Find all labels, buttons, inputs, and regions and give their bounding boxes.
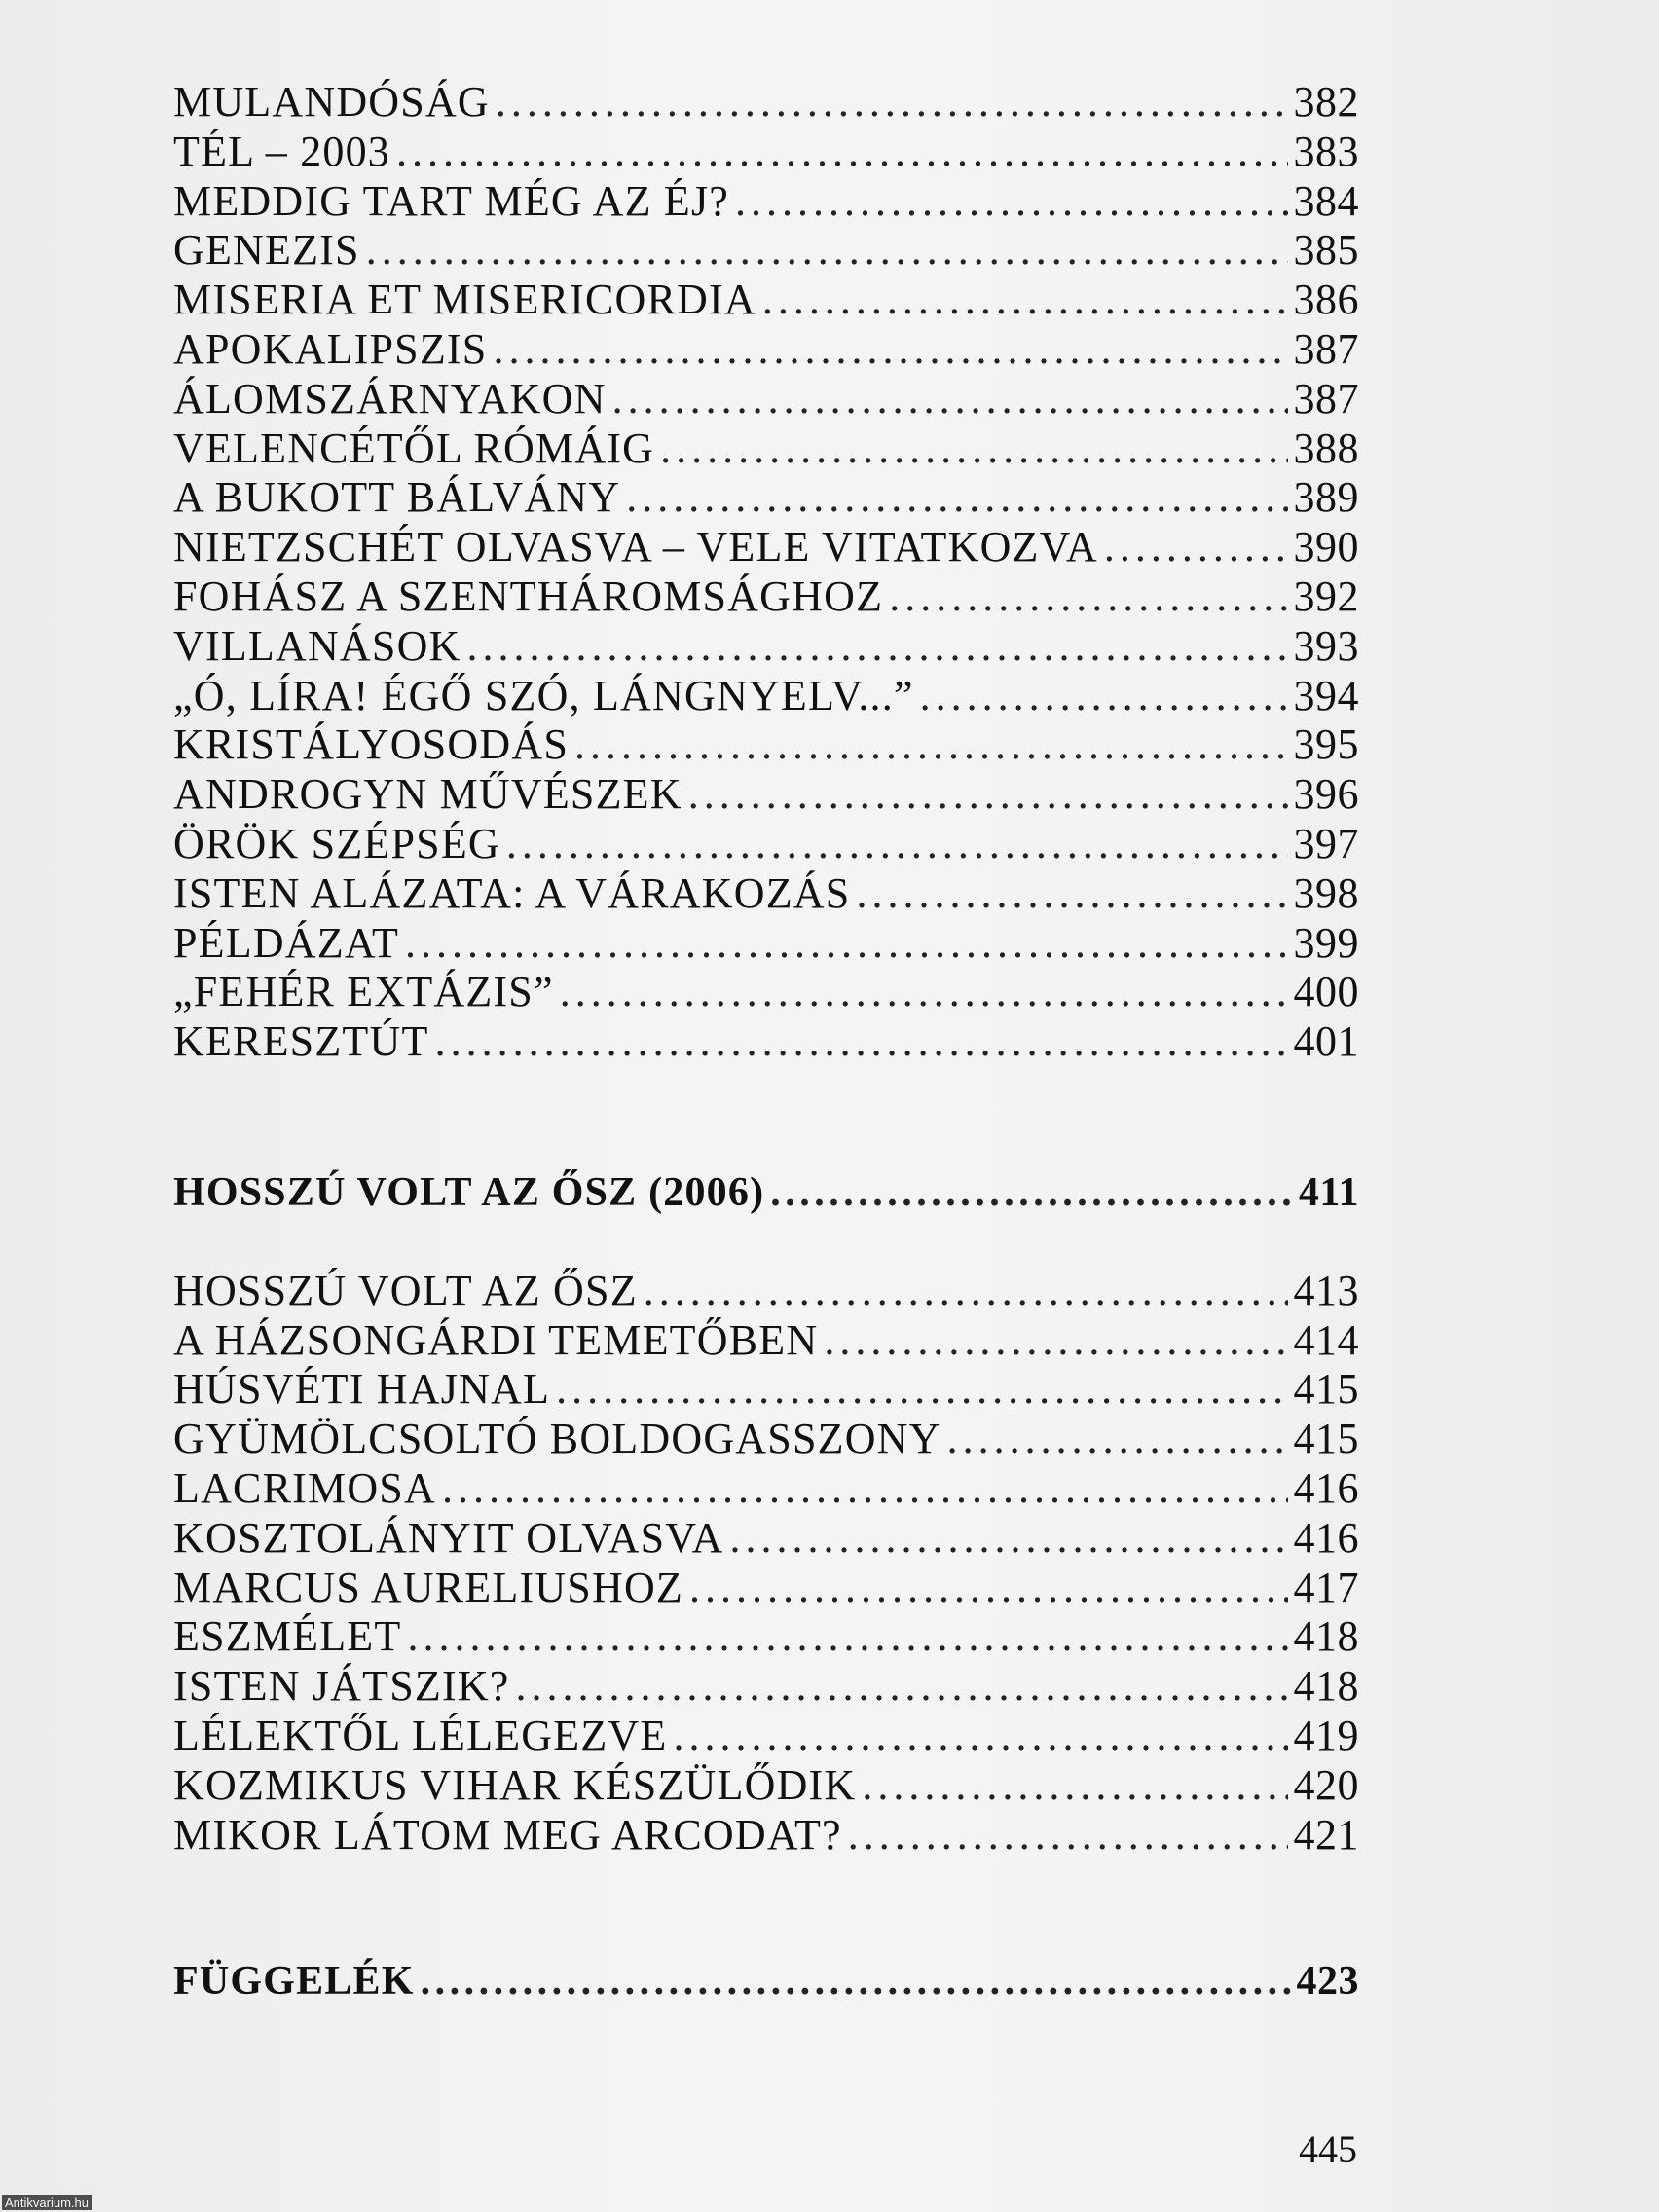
dot-leader [770,1168,1293,1218]
dot-leader [407,1612,1287,1662]
entry-title: ESZMÉLET [173,1612,402,1661]
table-of-contents [173,78,1359,2007]
toc-entry [173,1514,1359,1564]
entry-page-number: 414 [1293,1315,1359,1364]
toc-entry [173,1316,1359,1366]
toc-group-1 [173,78,1359,1067]
toc-section-heading-appendix [173,1957,1359,2007]
entry-page-number: 401 [1293,1017,1359,1066]
entry-page-number: 395 [1293,720,1359,769]
entry-title: HOSSZÚ VOLT AZ ŐSZ [173,1266,638,1314]
section-title: HOSSZÚ VOLT AZ ŐSZ (2006) [173,1169,765,1215]
dot-leader [496,78,1288,128]
entry-page-number: 399 [1293,918,1359,967]
entry-title: LÉLEKTŐL LÉLEGEZVE [173,1711,668,1759]
entry-page-number: 419 [1293,1711,1359,1759]
entry-title: ÁLOMSZÁRNYAKON [173,374,607,423]
entry-page-number: 415 [1293,1365,1359,1414]
dot-leader [574,720,1288,770]
entry-title: GENEZIS [173,226,360,275]
watermark: Antikvarium.hu [2,2195,92,2210]
toc-entry [173,968,1359,1017]
entry-page-number: 386 [1293,276,1359,324]
entry-page-number: 387 [1293,324,1359,373]
entry-title: VILLANÁSOK [173,621,461,670]
entry-page-number: 382 [1293,78,1359,126]
section-title: FÜGGELÉK [173,1959,415,2005]
dot-leader [405,919,1287,969]
entry-title: GYÜMÖLCSOLTÓ BOLDOGASSZONY [173,1415,941,1463]
toc-entry [173,1761,1359,1811]
dot-leader [556,1365,1287,1415]
toc-entry [173,1017,1359,1067]
entry-title: KERESZTÚT [173,1017,429,1066]
entry-page-number: 413 [1293,1266,1359,1314]
toc-entry [173,1712,1359,1761]
dot-leader [493,325,1287,375]
toc-entry [173,672,1359,721]
entry-title: ÖRÖK SZÉPSÉG [173,819,500,867]
entry-page-number: 397 [1293,819,1359,867]
entry-page-number: 387 [1293,374,1359,423]
dot-leader [824,1316,1287,1366]
entry-title: FOHÁSZ A SZENTHÁROMSÁGHOZ [173,571,884,620]
toc-entry [173,1662,1359,1712]
entry-page-number: 400 [1293,968,1359,1016]
toc-entry [173,276,1359,325]
entry-title: A HÁZSONGÁRDI TEMETŐBEN [173,1315,819,1364]
entry-title: LACRIMOSA [173,1463,436,1512]
entry-title: KOZMIKUS VIHAR KÉSZÜLŐDIK [173,1760,857,1809]
entry-page-number: 384 [1293,176,1359,225]
dot-leader [467,622,1288,672]
dot-leader [856,869,1287,919]
toc-entry [173,1612,1359,1662]
entry-page-number: 417 [1293,1563,1359,1611]
entry-page-number: 394 [1293,671,1359,719]
toc-entry [173,1564,1359,1613]
dot-leader [506,820,1288,869]
dot-leader [862,1761,1287,1811]
entry-page-number: 420 [1293,1760,1359,1809]
entry-title: NIETZSCHÉT OLVASVA – VELE VITATKOZVA [173,523,1098,571]
entry-title: VELENCÉTŐL RÓMÁIG [173,424,655,472]
dot-leader [762,276,1288,325]
toc-entry [173,770,1359,820]
entry-title: MISERIA ET MISERICORDIA [173,276,756,324]
dot-leader [644,1267,1288,1316]
toc-section-heading [173,1168,1359,1218]
dot-leader [516,1662,1288,1712]
section-page-number: 411 [1298,1169,1359,1215]
dot-leader [612,375,1288,424]
entry-page-number: 388 [1293,424,1359,472]
entry-page-number: 393 [1293,621,1359,670]
entry-title: A BUKOTT BÁLVÁNY [173,473,621,522]
entry-title: ISTEN JÁTSZIK? [173,1662,510,1711]
entry-title: TÉL – 2003 [173,127,390,175]
toc-entry [173,523,1359,572]
toc-entry [173,1811,1359,1861]
toc-entry [173,375,1359,424]
toc-entry [173,869,1359,919]
dot-leader [688,770,1288,820]
toc-entry [173,919,1359,969]
toc-entry [173,1464,1359,1514]
dot-leader [1104,523,1288,572]
dot-leader [396,128,1288,177]
toc-entry [173,1365,1359,1415]
dot-leader [689,1564,1288,1613]
entry-page-number: 418 [1293,1662,1359,1711]
page-number-footer: 445 [1299,2127,1357,2171]
toc-entry [173,473,1359,523]
entry-title: MARCUS AURELIUSHOZ [173,1563,683,1611]
entry-title: ISTEN ALÁZATA: A VÁRAKOZÁS [173,868,851,917]
dot-leader [889,572,1287,622]
entry-page-number: 415 [1293,1415,1359,1463]
toc-entry [173,572,1359,622]
entry-page-number: 383 [1293,127,1359,175]
toc-entry [173,820,1359,869]
entry-page-number: 398 [1293,868,1359,917]
dot-leader [560,968,1288,1017]
entry-title: „Ó, LÍRA! ÉGŐ SZÓ, LÁNGNYELV...” [173,671,914,719]
dot-leader [730,1514,1288,1564]
entry-page-number: 392 [1293,571,1359,620]
toc-entry [173,78,1359,128]
dot-leader [735,177,1287,227]
entry-title: ANDROGYN MŰVÉSZEK [173,770,682,819]
dot-leader [673,1712,1287,1761]
entry-title: MIKOR LÁTOM MEG ARCODAT? [173,1810,842,1859]
entry-page-number: 416 [1293,1463,1359,1512]
entry-title: MULANDÓSÁG [173,78,490,126]
toc-entry [173,128,1359,177]
entry-title: MEDDIG TART MÉG AZ ÉJ? [173,176,730,225]
toc-entry [173,1267,1359,1316]
entry-title: PÉLDÁZAT [173,918,400,967]
entry-page-number: 389 [1293,473,1359,522]
entry-title: KOSZTOLÁNYIT OLVASVA [173,1513,724,1562]
dot-leader [442,1464,1288,1514]
toc-entry [173,325,1359,375]
dot-leader [660,424,1287,474]
entry-title: „FEHÉR EXTÁZIS” [173,968,554,1016]
dot-leader [421,1957,1291,2007]
toc-entry [173,720,1359,770]
dot-leader [626,473,1287,523]
dot-leader [920,672,1288,721]
dot-leader [848,1811,1288,1861]
toc-entry [173,1415,1359,1464]
entry-page-number: 390 [1293,523,1359,571]
dot-leader [366,226,1288,276]
entry-page-number: 396 [1293,770,1359,819]
entry-page-number: 385 [1293,226,1359,275]
entry-page-number: 418 [1293,1612,1359,1661]
toc-entry [173,424,1359,474]
dot-leader [947,1415,1288,1464]
toc-entry [173,177,1359,227]
toc-entry [173,622,1359,672]
section-page-number: 423 [1296,1959,1359,2005]
entry-page-number: 416 [1293,1513,1359,1562]
entry-title: APOKALIPSZIS [173,324,488,373]
toc-entry [173,226,1359,276]
entry-title: HÚSVÉTI HAJNAL [173,1365,551,1414]
dot-leader [435,1017,1288,1067]
entry-page-number: 421 [1293,1810,1359,1859]
entry-title: KRISTÁLYOSODÁS [173,720,569,769]
toc-group-2 [173,1267,1359,1861]
